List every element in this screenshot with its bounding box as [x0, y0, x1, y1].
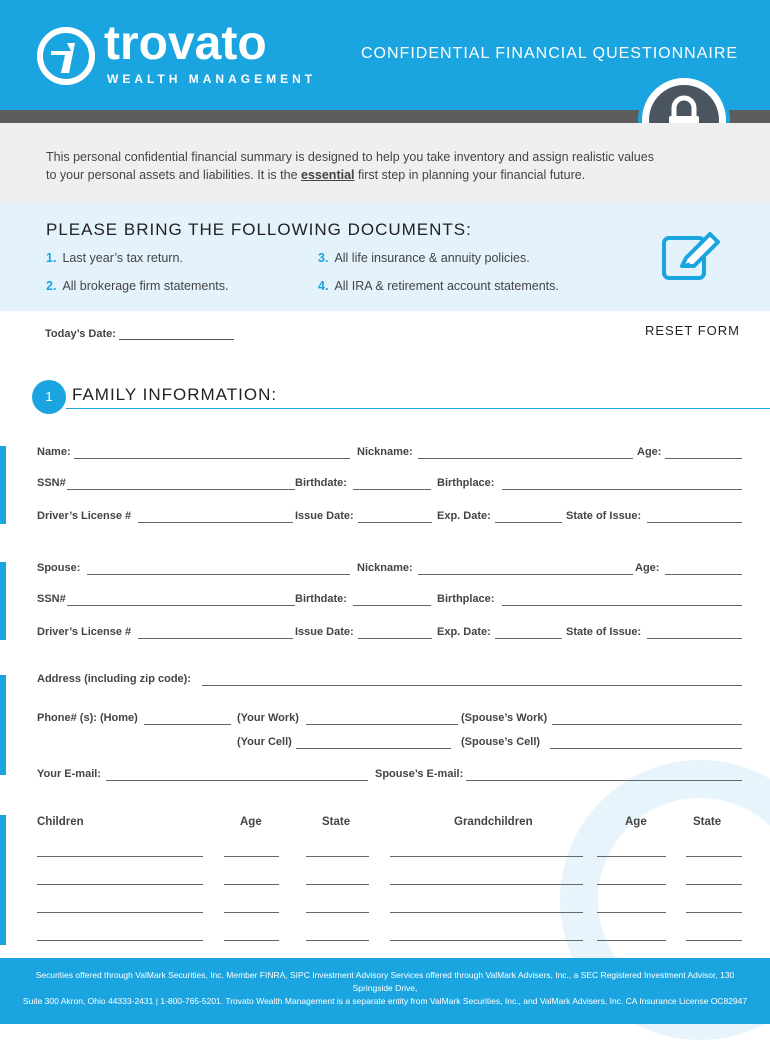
footer-bar [0, 958, 770, 1024]
birthplace-input[interactable] [502, 489, 742, 490]
your-cell-label: (Your Cell) [237, 736, 292, 748]
grandchild-name-input[interactable] [390, 940, 583, 941]
document-item: 1. Last year’s tax return. [46, 251, 183, 265]
spouse-license-input[interactable] [138, 638, 293, 639]
nickname-label: Nickname: [357, 446, 413, 458]
child-state-input[interactable] [306, 912, 369, 913]
exp-date-input[interactable] [495, 522, 562, 523]
grandchild-age-input[interactable] [597, 940, 666, 941]
spouse-email-input[interactable] [466, 780, 742, 781]
child-state-input[interactable] [306, 856, 369, 857]
spouse-nickname-label: Nickname: [357, 562, 413, 574]
issue-date-input[interactable] [358, 522, 432, 523]
spouse-age-input[interactable] [665, 574, 742, 575]
child-state-input[interactable] [306, 884, 369, 885]
spouse-work-input[interactable] [552, 724, 742, 725]
spouse-state-of-issue-input[interactable] [647, 638, 742, 639]
grandchild-name-input[interactable] [390, 856, 583, 857]
documents-title: PLEASE BRING THE FOLLOWING DOCUMENTS: [46, 220, 472, 239]
age-input[interactable] [665, 458, 742, 459]
page-title: CONFIDENTIAL FINANCIAL QUESTIONNAIRE [361, 45, 739, 62]
spouse-birthdate-input[interactable] [353, 605, 431, 606]
documents-panel [0, 203, 770, 311]
address-input[interactable] [202, 685, 742, 686]
age-label: Age: [637, 446, 662, 458]
trovato-logo-icon [37, 27, 95, 85]
nickname-input[interactable] [418, 458, 633, 459]
ssn-input[interactable] [67, 489, 295, 490]
your-work-input[interactable] [306, 724, 458, 725]
spouse-issue-date-label: Issue Date: [295, 626, 354, 638]
spouse-exp-date-input[interactable] [495, 638, 562, 639]
grandchild-name-input[interactable] [390, 912, 583, 913]
spouse-age-label: Age: [635, 562, 660, 574]
grandchild-name-input[interactable] [390, 884, 583, 885]
name-input[interactable] [74, 458, 350, 459]
grandchild-state-input[interactable] [686, 912, 742, 913]
child-name-input[interactable] [37, 912, 203, 913]
spouse-email-label: Spouse’s E-mail: [375, 768, 464, 780]
state-of-issue-label: State of Issue: [566, 510, 642, 522]
document-item: 4. All IRA & retirement account statements. [318, 279, 559, 293]
child-name-input[interactable] [37, 884, 203, 885]
group-marker [0, 562, 6, 640]
spouse-cell-input[interactable] [550, 748, 742, 749]
spouse-state-of-issue-label: State of Issue: [566, 626, 642, 638]
drivers-license-input[interactable] [138, 522, 293, 523]
section-number-badge: 1 [32, 380, 66, 414]
children-column-header: Children [37, 816, 84, 828]
footer-disclosure: Securities offered through ValMark Securities, Inc. Member FINRA, SIPC Investment Advisory Services offered through ValMark Advisers, Inc., a SEC Registered Investment Advisor, 130 Springside Drive, Suite 300 Akron, Ohio 44333-2431 | 1-800-765-5201. Trovato Wealth Management is a separate entity from ValMark Securities, Inc., and ValMark Advisers, Inc. CA Insurance License OC82947 [22, 970, 748, 1006]
spouse-birthplace-input[interactable] [502, 605, 742, 606]
spouse-exp-date-label: Exp. Date: [437, 626, 491, 638]
todays-date-field[interactable]: Today’s Date: [45, 328, 234, 340]
spouse-work-label: (Spouse’s Work) [461, 712, 548, 724]
grandchild-state-input[interactable] [686, 884, 742, 885]
child-state-column-header: State [322, 816, 351, 828]
state-of-issue-input[interactable] [647, 522, 742, 523]
grandchild-age-input[interactable] [597, 856, 666, 857]
grandchild-age-column-header: Age [625, 816, 647, 828]
birthdate-input[interactable] [353, 489, 431, 490]
your-cell-input[interactable] [296, 748, 451, 749]
section-rule [66, 408, 770, 409]
spouse-cell-label: (Spouse’s Cell) [461, 736, 541, 748]
birthplace-label: Birthplace: [437, 477, 495, 489]
document-item: 2. All brokerage firm statements. [46, 279, 229, 293]
section-title: FAMILY INFORMATION: [72, 385, 278, 404]
ssn-label: SSN# [37, 477, 66, 489]
drivers-license-label: Driver’s License # [37, 510, 132, 522]
grandchild-state-input[interactable] [686, 940, 742, 941]
intro-panel [0, 123, 770, 203]
grandchild-age-input[interactable] [597, 912, 666, 913]
spouse-ssn-label: SSN# [37, 593, 66, 605]
spouse-license-label: Driver’s License # [37, 626, 132, 638]
spouse-birthplace-label: Birthplace: [437, 593, 495, 605]
child-state-input[interactable] [306, 940, 369, 941]
spouse-input[interactable] [87, 574, 350, 575]
child-name-input[interactable] [37, 940, 203, 941]
group-marker [0, 675, 6, 775]
grandchild-state-input[interactable] [686, 856, 742, 857]
spouse-birthdate-label: Birthdate: [295, 593, 347, 605]
address-label: Address (including zip code): [37, 673, 192, 685]
child-age-input[interactable] [224, 884, 279, 885]
group-marker [0, 446, 6, 524]
spouse-label: Spouse: [37, 562, 81, 574]
name-label: Name: [37, 446, 71, 458]
phone-home-label: Phone# (s): (Home) [37, 712, 138, 724]
group-marker [0, 815, 6, 945]
your-email-label: Your E-mail: [37, 768, 101, 780]
intro-text: This personal confidential financial summary is designed to help you take inventory and assign realistic values to your personal assets and liabilities. It is the essential first step in planning your financial future. [46, 150, 654, 182]
your-work-label: (Your Work) [237, 712, 299, 724]
brand-subtitle: WEALTH MANAGEMENT [107, 72, 317, 86]
issue-date-label: Issue Date: [295, 510, 354, 522]
brand-name: trovato [104, 17, 267, 70]
spouse-ssn-input[interactable] [67, 605, 295, 606]
reset-form-button[interactable]: RESET FORM [645, 323, 740, 338]
grandchildren-column-header: Grandchildren [454, 816, 533, 828]
child-age-input[interactable] [224, 940, 279, 941]
phone-home-input[interactable] [144, 724, 231, 725]
spouse-issue-date-input[interactable] [358, 638, 432, 639]
child-name-input[interactable] [37, 856, 203, 857]
grandchild-state-column-header: State [693, 816, 722, 828]
your-email-input[interactable] [106, 780, 368, 781]
exp-date-label: Exp. Date: [437, 510, 491, 522]
spouse-nickname-input[interactable] [418, 574, 633, 575]
intro-emphasis: essential [301, 168, 355, 182]
child-age-column-header: Age [240, 816, 262, 828]
edit-icon [660, 230, 724, 289]
birthdate-label: Birthdate: [295, 477, 347, 489]
document-item: 3. All life insurance & annuity policies. [318, 251, 530, 265]
grandchild-age-input[interactable] [597, 884, 666, 885]
child-age-input[interactable] [224, 912, 279, 913]
child-age-input[interactable] [224, 856, 279, 857]
